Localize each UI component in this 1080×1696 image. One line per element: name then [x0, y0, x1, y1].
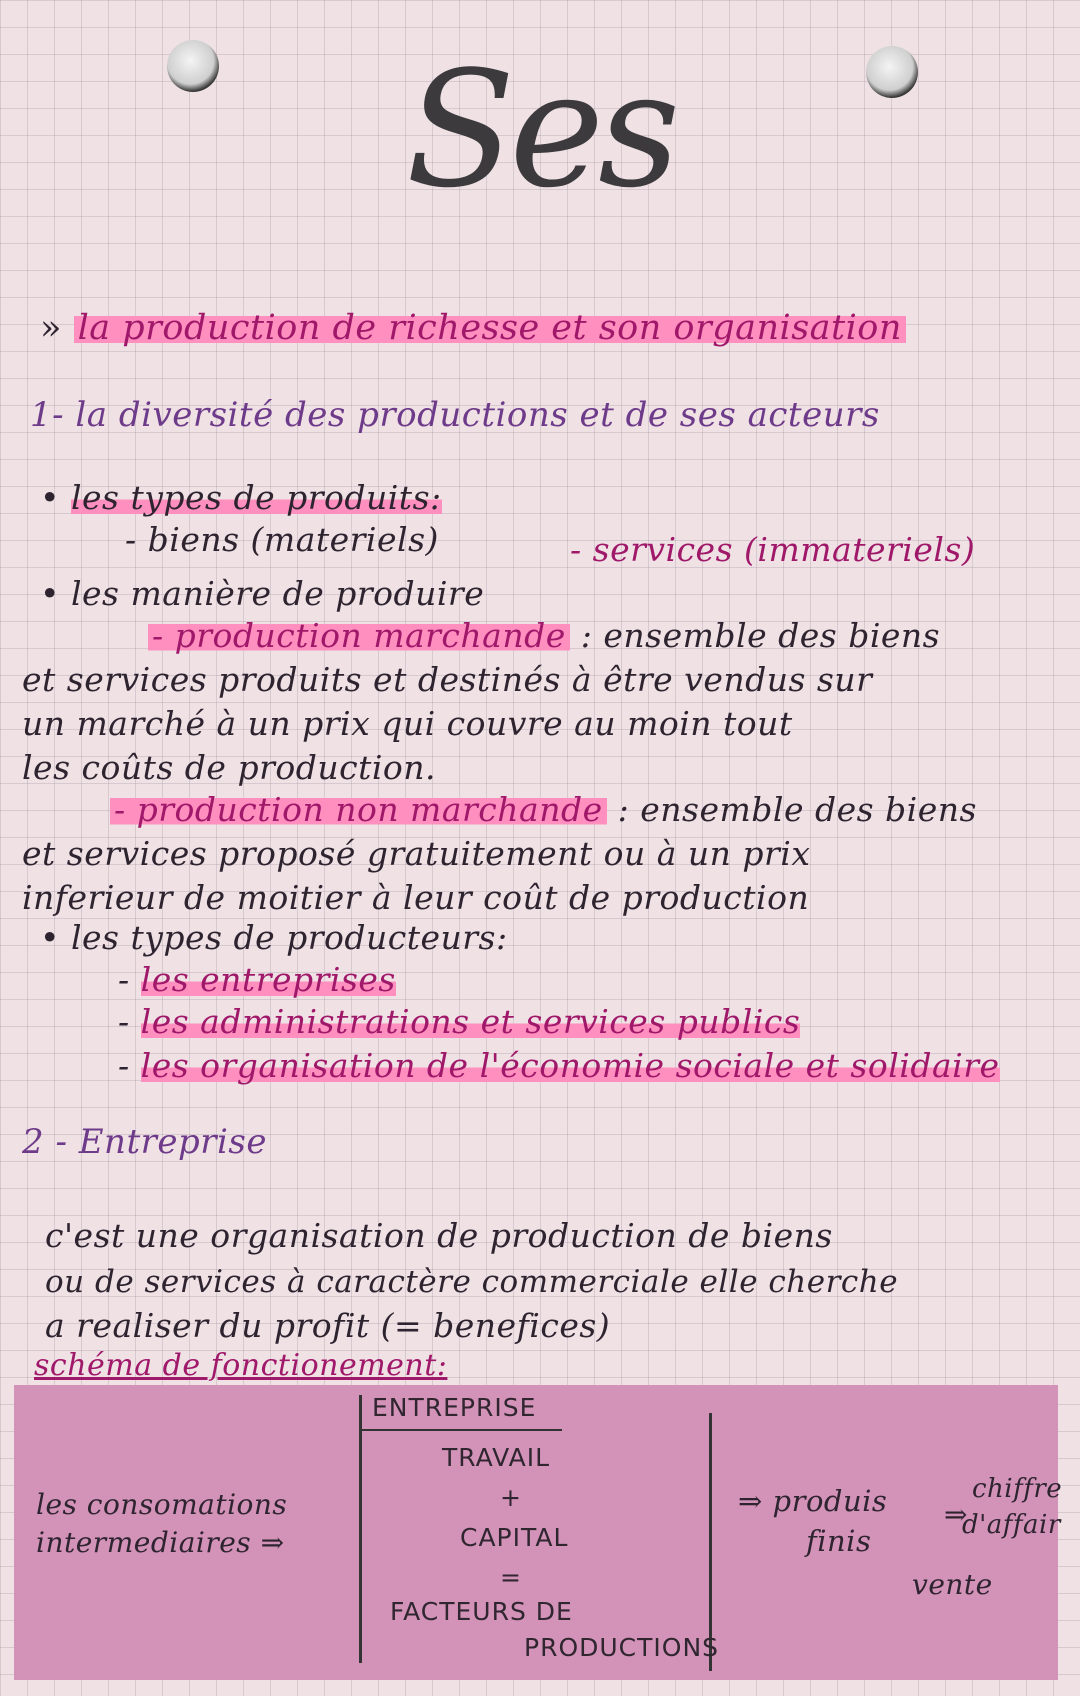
heading-prefix: » — [40, 308, 62, 348]
schema-capital: CAPITAL — [460, 1523, 569, 1552]
schema-label: schéma de fonctionement: — [34, 1348, 448, 1383]
schema-chiffre-1: chiffre — [972, 1474, 1063, 1504]
punch-hole-right — [866, 46, 918, 98]
marchande-line-1 — [148, 616, 940, 656]
entreprise-def-3: a realiser du profit (= benefices) — [45, 1306, 611, 1345]
schema-left-divider — [359, 1395, 362, 1663]
producteur-item: - les organisation de l'économie sociale et solidaire — [118, 1046, 1000, 1085]
maniere-label: • les manière de produire — [40, 574, 485, 613]
main-heading — [40, 308, 906, 348]
producteur-item: - les entreprises — [118, 960, 396, 999]
page-title: Ses — [405, 36, 675, 223]
schema-equals: = — [500, 1563, 522, 1592]
non-marchande-term: - production non marchande — [110, 790, 607, 829]
biens-item: - biens (materiels) — [125, 520, 439, 559]
schema-entreprise: ENTREPRISE — [372, 1393, 537, 1422]
schema-plus: + — [500, 1483, 522, 1512]
marchande-term: - production marchande — [148, 616, 570, 655]
schema-box — [14, 1385, 1063, 1680]
section2-title: 2 - Entreprise — [22, 1122, 267, 1162]
marchande-line-3: un marché à un prix qui couvre au moin tout — [22, 704, 793, 743]
schema-arrow-2: ⇒ — [944, 1498, 968, 1531]
producteur-item: - les administrations et services publics — [118, 1002, 801, 1041]
services-item: - services (immateriels) — [570, 530, 976, 569]
types-produits-text: les types de produits: — [70, 478, 442, 517]
punch-hole-left — [167, 40, 219, 92]
entreprise-def-2: ou de services à caractère commerciale elle cherche — [45, 1264, 899, 1300]
schema-left-1: les consomations — [36, 1488, 288, 1521]
marchande-line-4: les coûts de production. — [22, 748, 436, 787]
schema-vente: vente — [912, 1568, 993, 1601]
maniere-text: les manière de produire — [70, 574, 485, 613]
marchande-def-1: : ensemble des biens — [580, 616, 941, 655]
schema-produits-2: finis — [806, 1524, 872, 1558]
schema-facteurs-1: FACTEURS DE — [390, 1597, 573, 1626]
non-marchande-line-1 — [110, 790, 977, 830]
schema-facteurs-2: PRODUCTIONS — [524, 1633, 720, 1662]
types-produits-label: • les types de produits: — [40, 478, 442, 517]
entreprise-underline — [362, 1429, 562, 1431]
schema-chiffre-2: d'affair — [962, 1510, 1061, 1540]
heading-text: la production de richesse et son organisation — [74, 308, 906, 348]
producteurs-label: • les types de producteurs: — [40, 918, 508, 957]
schema-produits-1: ⇒ produis — [738, 1484, 888, 1518]
entreprise-def-1: c'est une organisation de production de biens — [45, 1216, 833, 1255]
non-marchande-def-1: : ensemble des biens — [617, 790, 977, 829]
section1-title: 1- la diversité des productions et de ses acteurs — [30, 395, 880, 435]
schema-travail: TRAVAIL — [442, 1443, 551, 1472]
non-marchande-line-2: et services proposé gratuitement ou à un prix — [22, 834, 811, 873]
marchande-line-2: et services produits et destinés à être vendus sur — [22, 660, 873, 699]
schema-left-2: intermediaires ⇒ — [36, 1526, 285, 1559]
non-marchande-line-3: inferieur de moitier à leur coût de production — [22, 878, 810, 917]
producteurs-text: les types de producteurs: — [70, 918, 508, 957]
